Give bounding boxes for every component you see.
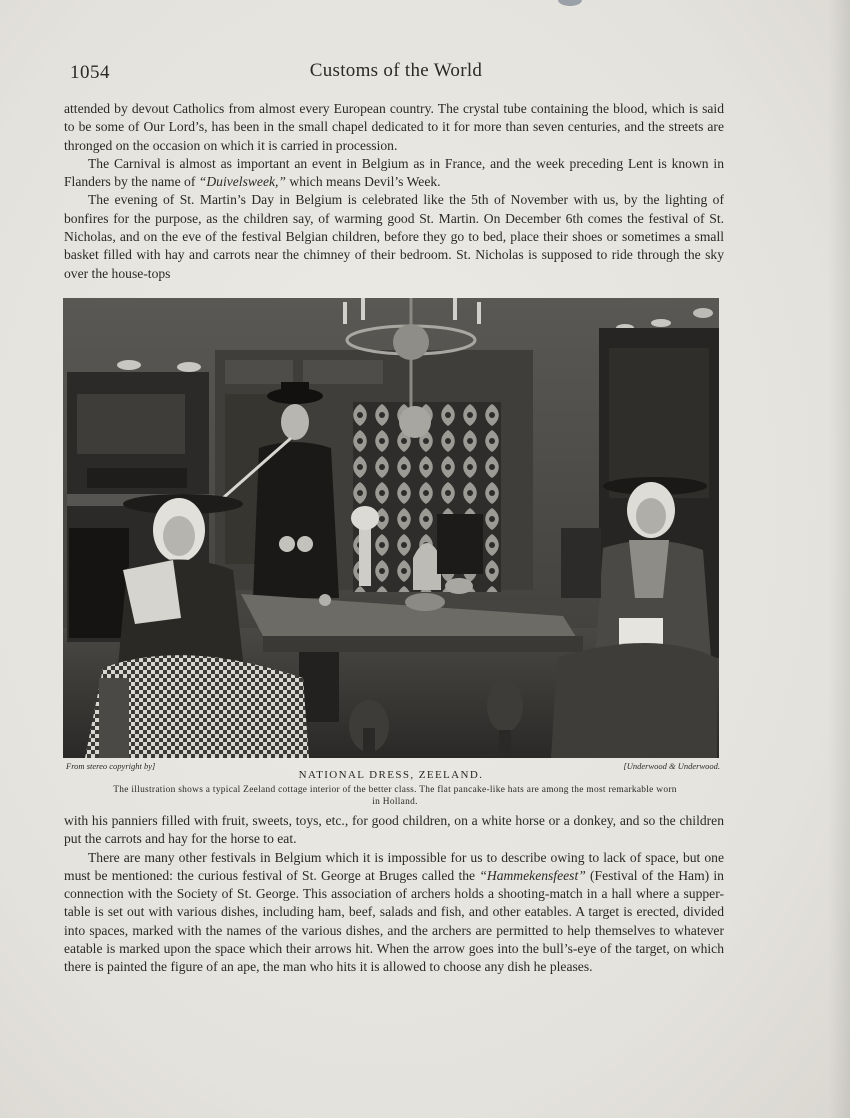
paragraph-text: The Carnival is almost as important an event in Belgium as in France, and the week preceding Lent is known in Flanders by the name of: [64, 155, 724, 190]
body-text-top: [64, 100, 724, 283]
italic-term: “Duivelsweek,”: [198, 174, 286, 190]
caption-title: NATIONAL DRESS, ZEELAND.: [298, 769, 484, 781]
photo-credit-right: [Underwood & Underwood.: [623, 761, 720, 771]
paragraph-text: There are many other festivals in Belgium which it is impossible for us to describe owing to lack of space, but one must be mentioned: the curious festival of St. George at Bruges called the: [64, 849, 724, 883]
paragraph: [64, 849, 724, 977]
italic-term: “Hammekensfeest”: [479, 867, 586, 883]
page-number: 1054: [70, 62, 110, 83]
binding-hole: [558, 0, 582, 6]
body-text-bottom: [64, 812, 724, 977]
paragraph-text: (Festival of the Ham) in connection with the Society of St. George. This association of archers holds a shooting-match in a hall where a supper-table is set out with various dishes, including ham, beef, salads and fish, and other eatables. A target is erected, divided into spaces, marked with the names of the various dishes, and the archers are permitted to help themselves to whatever eatable is marked upon the space which their arrows hit. When the arrow goes into the bull’s-eye of the target, on which there is painted the figure of an ape, the man who hits it is allowed to choose any dish he pleases.: [64, 867, 724, 975]
running-title: Customs of the World: [309, 60, 483, 81]
paragraph: attended by devout Catholics from almost every European country. The crystal tube containing the blood, which is said to be some of Our Lord’s, has been in the small chapel dedicated to it for more than seven centuries, and the streets are thronged on the occasion on which it is carried in procession.: [64, 101, 724, 153]
paragraph: The evening of St. Martin’s Day in Belgium is celebrated like the 5th of November with us, by the lighting of bonfires for the purpose, as the children say, of warming good St. Martin. On December 6th comes the festival of St. Nicholas, and on the eve of the festival Belgian children, before they go to bed, place their shoes or sometimes a small basket filled with hay and carrots near the chimney of their bedroom. St. Nicholas is supposed to ride through the sky over the house-tops: [64, 192, 724, 281]
paragraph: with his panniers filled with fruit, sweets, toys, etc., for good children, on a white horse or a donkey, and so the children put the carrots and hay for the horse to eat.: [64, 813, 724, 847]
page-edge-shadow: [828, 0, 850, 1118]
photo-credit-left: From stereo copyright by]: [66, 761, 156, 771]
paragraph: [64, 155, 724, 192]
caption-description: The illustration shows a typical Zeeland cottage interior of the better class. The flat pancake-like hats are among the most remarkable worn in Holland.: [113, 785, 677, 807]
photograph-zeeland-interior: [63, 298, 719, 758]
page-header: [70, 58, 722, 88]
paragraph-text: which means Devil’s Week.: [286, 174, 441, 190]
